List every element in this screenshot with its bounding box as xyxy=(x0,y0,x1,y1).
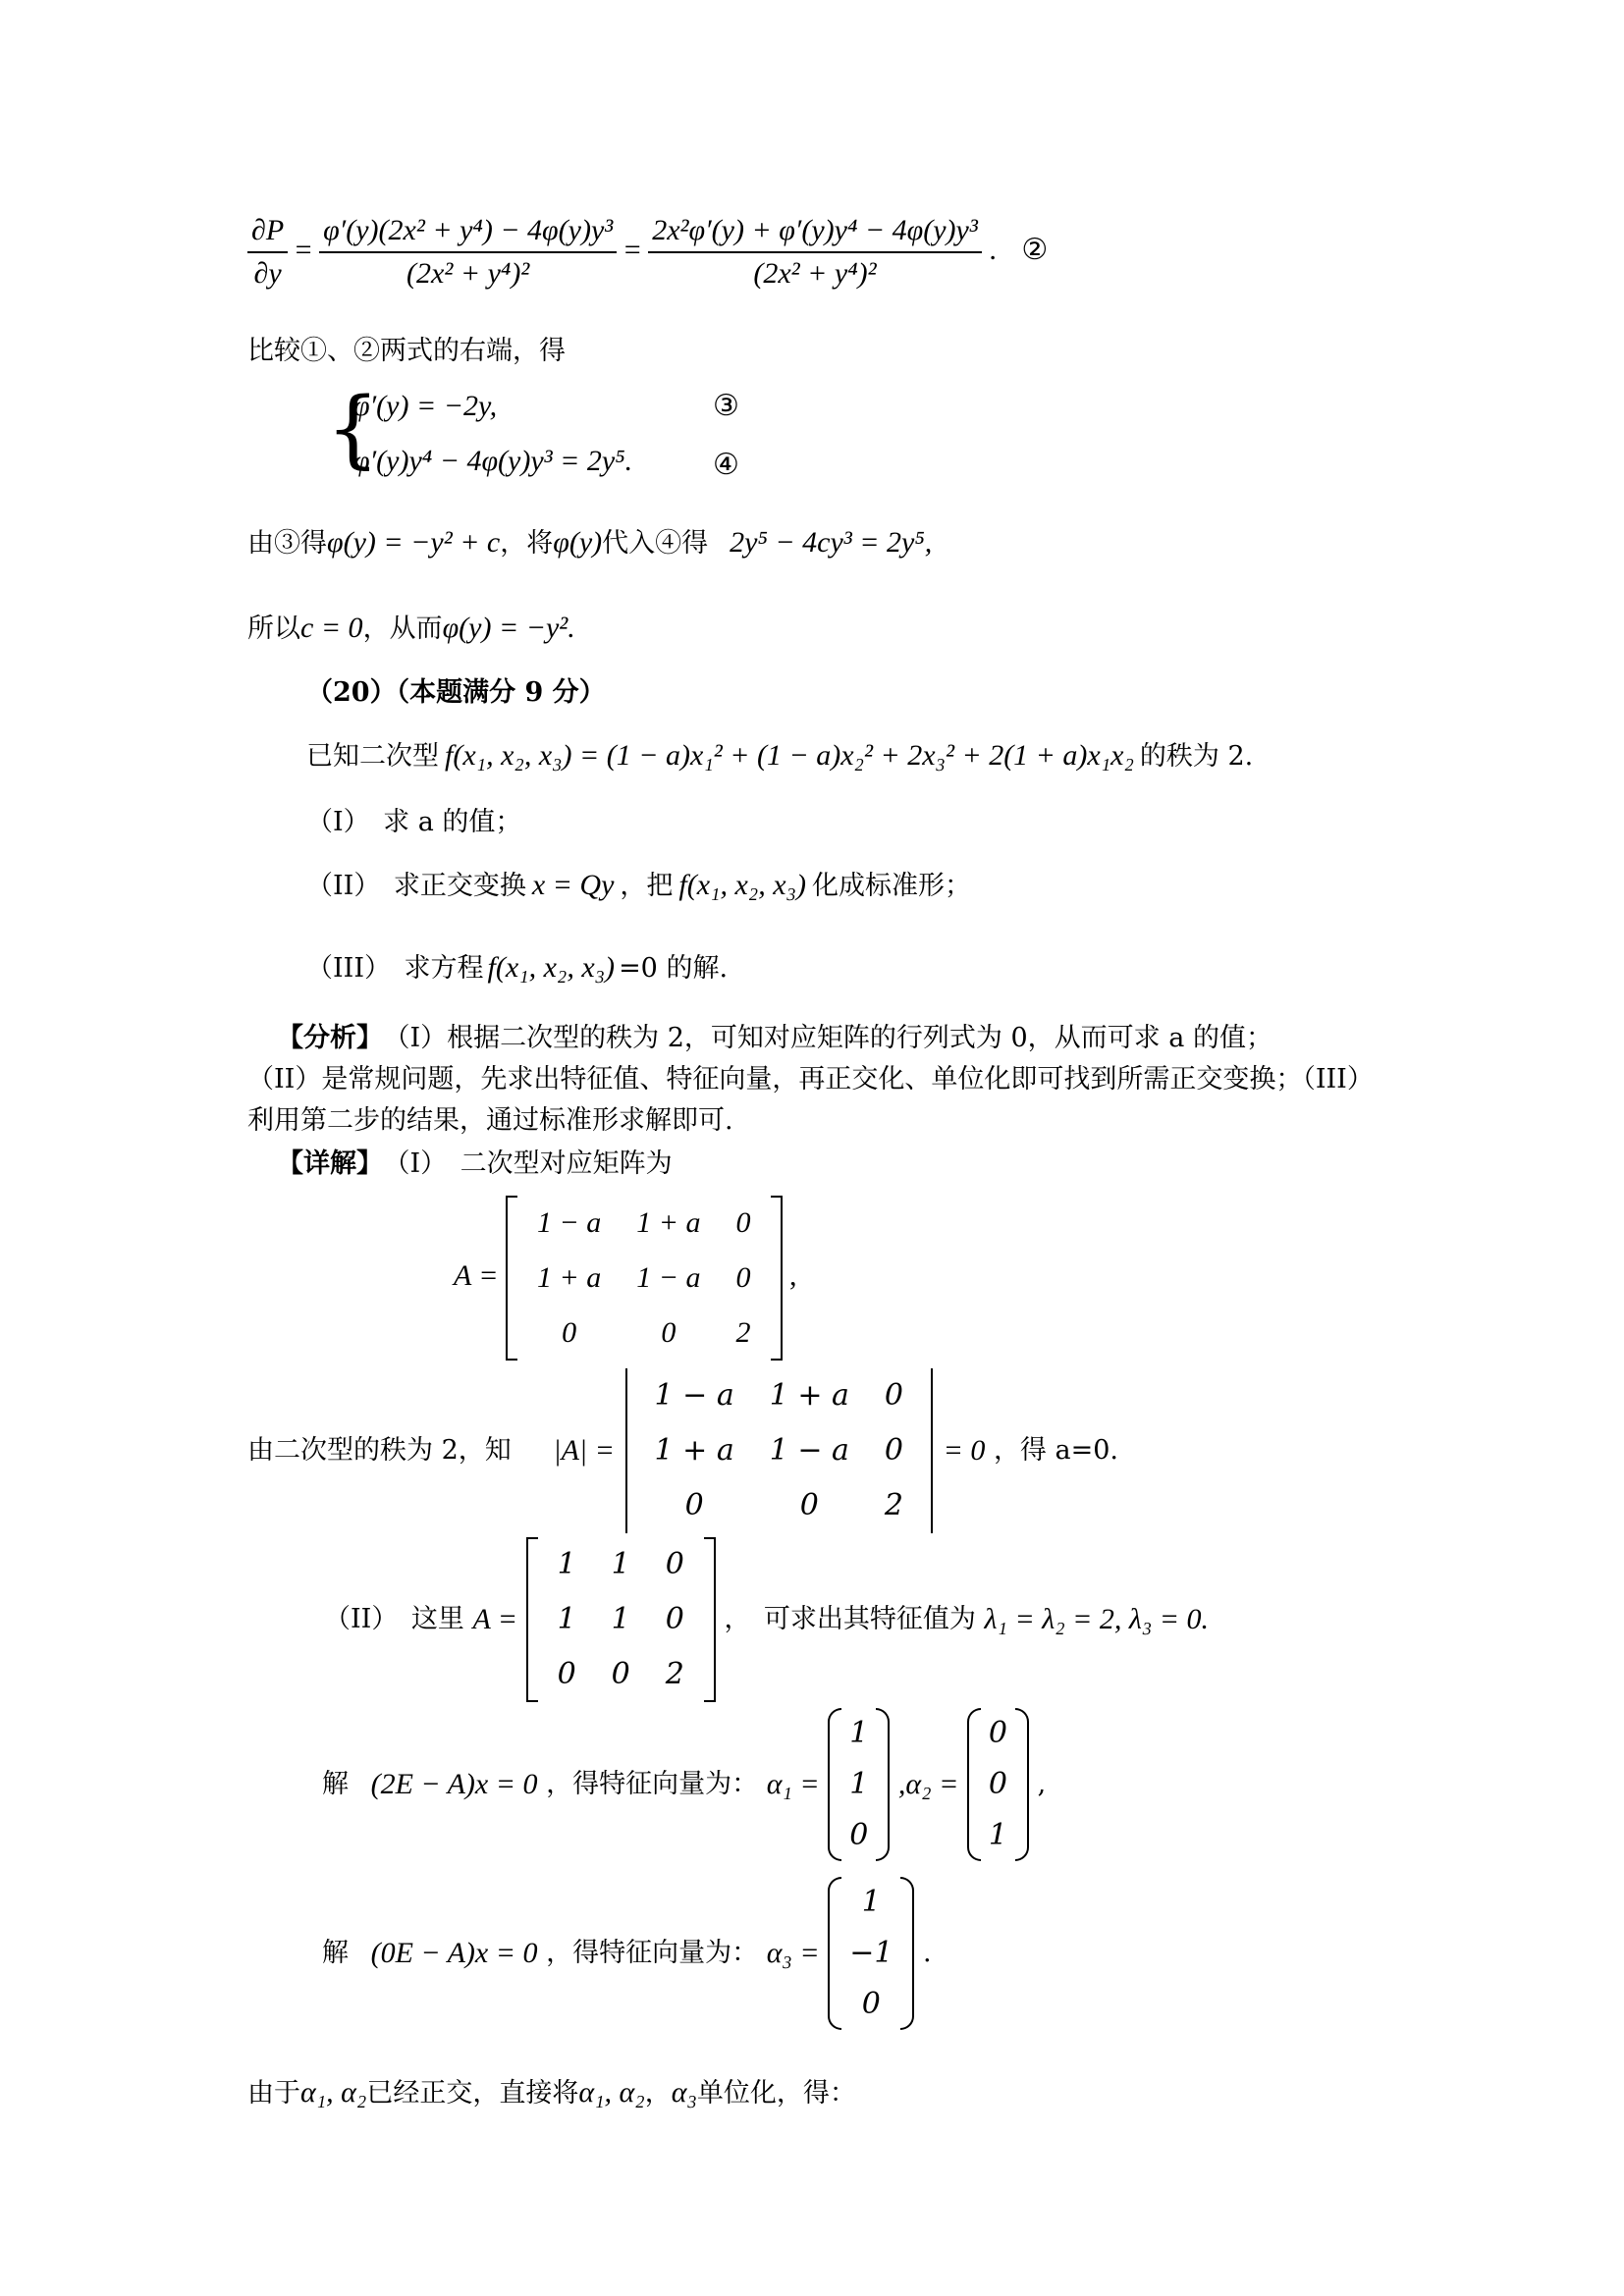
left-brace: { xyxy=(326,380,380,478)
analysis-label: 【分析】 xyxy=(277,1023,383,1053)
text: （III） 求方程 xyxy=(306,953,484,984)
matrix-cell: 1 xyxy=(557,1547,576,1581)
fraction-lhs xyxy=(247,210,288,294)
analysis-text: （I）根据二次型的秩为 2，可知对应矩阵的行列式为 0，从而可求 a 的值； xyxy=(397,1023,1272,1053)
equation-dP-dy: $\frac{\partial P}{\partial y}$ = $\frac{\text{φ′(y)(2x² + y⁴) − 4φ(y)y³}}{\text{(2x² + y⁴)²}}$ = $\frac{\text{2x²φ′(y) + φ′(y)y⁴ − 4φ(y)y³}}{\text{(2x² + y⁴)²}}$ . ② xyxy=(247,210,1048,294)
determinant-lhs: |A| = xyxy=(553,1434,615,1467)
det-bar-left xyxy=(625,1368,627,1533)
matrix-lhs: A = xyxy=(454,1258,499,1292)
matrix-cell: 1 + a xyxy=(636,1206,701,1239)
fraction-denominator: (2x² + y⁴)² xyxy=(406,257,530,290)
math-c-zero: c = 0 xyxy=(300,612,363,644)
paren-right xyxy=(1015,1708,1029,1861)
system-eq4 xyxy=(353,444,632,479)
final-line xyxy=(247,2075,856,2111)
matrix-cell: 1 xyxy=(557,1602,576,1636)
matrix-cell: 0 xyxy=(799,1488,819,1522)
text: ，把 xyxy=(620,871,674,901)
text: ， xyxy=(644,2078,672,2109)
matrix-cell: 0 xyxy=(849,1818,869,1852)
matrix-row xyxy=(519,1251,769,1306)
matrix-row xyxy=(637,1423,921,1478)
math-phi: φ(y) xyxy=(553,526,603,559)
equation-tag-4: ④ xyxy=(713,448,739,482)
matrix-table xyxy=(637,1368,921,1533)
matrix-row xyxy=(540,1592,702,1647)
matrix-cell: 1 − a xyxy=(654,1378,734,1413)
rank-line xyxy=(247,1368,1118,1533)
equation-tag-3: ③ xyxy=(713,389,739,423)
matrix-row xyxy=(519,1306,769,1361)
text: ，从而 xyxy=(362,614,443,644)
math-equation: (0E − A)x = 0 xyxy=(370,1937,538,1969)
alpha-1-label: α₁ = xyxy=(766,1768,820,1800)
from-eq3-line xyxy=(247,525,932,561)
bracket-right xyxy=(704,1537,716,1702)
part2-line xyxy=(324,1537,1209,1702)
fraction-numerator: φ′(y)(2x² + y⁴) − 4φ(y)y³ xyxy=(319,210,617,253)
paren-right xyxy=(876,1708,890,1861)
matrix-row xyxy=(981,1759,1015,1810)
matrix-cell: 0 xyxy=(735,1206,751,1239)
matrix-cell: 2 xyxy=(884,1488,903,1522)
determinant-A xyxy=(623,1368,935,1533)
equation-tag-2: ② xyxy=(1021,233,1049,266)
matrix-cell: 1 + a xyxy=(769,1378,849,1413)
matrix-cell: 0 xyxy=(665,1547,684,1581)
fraction-denominator: ∂y xyxy=(253,257,282,290)
system-eq3 xyxy=(353,389,497,424)
text: ， 可求出其特征值为 xyxy=(724,1604,976,1634)
paren-left xyxy=(967,1708,981,1861)
matrix-cell: 2 xyxy=(735,1316,751,1349)
question-part-2 xyxy=(306,868,971,904)
matrix-row xyxy=(519,1196,769,1251)
text: ，得 a=0. xyxy=(993,1435,1119,1466)
fraction-rhs xyxy=(648,210,982,294)
detail-line xyxy=(277,1147,673,1182)
vector-table xyxy=(841,1877,900,2030)
matrix-cell: 1 + a xyxy=(537,1261,602,1294)
matrix-cell: −1 xyxy=(849,1936,893,1970)
math-f: f(x₁, x₂, x₃) xyxy=(487,951,616,984)
question-stem xyxy=(306,738,1253,774)
question-heading: （20）（本题满分 9 分） xyxy=(306,677,606,708)
text: , xyxy=(1037,1769,1047,1799)
bracket-right xyxy=(771,1196,783,1361)
fraction-numerator: ∂P xyxy=(247,210,288,253)
matrix-lhs: A = xyxy=(472,1603,517,1635)
matrix-cell: 0 xyxy=(988,1716,1007,1750)
math-f: f(x₁, x₂, x₃) xyxy=(678,869,806,901)
text: 已经正交，直接将 xyxy=(366,2078,579,2109)
text: , xyxy=(789,1258,797,1292)
matrix-cell: 0 xyxy=(611,1657,630,1691)
analysis-line-2: （II）是常规问题，先求出特征值、特征向量，再正交化、单位化即可找到所需正交变换；（III） xyxy=(247,1064,1374,1095)
matrix-row xyxy=(841,1759,876,1810)
alpha-3-label: α₃ = xyxy=(766,1937,820,1969)
matrix-table xyxy=(540,1537,702,1702)
math-alpha12: α₁, α₂ xyxy=(578,2076,645,2109)
matrix-cell: 1 − a xyxy=(769,1433,849,1468)
matrix-cell: 0 xyxy=(684,1488,704,1522)
math-eigenvalues: λ₁ = λ₂ = 2, λ₃ = 0. xyxy=(984,1603,1210,1635)
matrix-row xyxy=(981,1708,1015,1759)
equation-3: φ′(y) = −2y, xyxy=(353,390,498,422)
question-part-1: （I） 求 a 的值； xyxy=(306,807,522,837)
text: （II） 求正交变换 xyxy=(306,871,526,901)
text: 解 xyxy=(322,1938,349,1968)
matrix-row xyxy=(981,1810,1015,1861)
matrix-row xyxy=(637,1368,921,1423)
analysis-line-1 xyxy=(277,1021,1272,1056)
text: . xyxy=(923,1938,932,1968)
equation-4: φ′(y)y⁴ − 4φ(y)y³ = 2y⁵. xyxy=(353,445,633,477)
text: ，将 xyxy=(500,528,554,559)
analysis-line-3: 利用第二步的结果，通过标准形求解即可. xyxy=(247,1105,733,1136)
math-equation: (2E − A)x = 0 xyxy=(370,1768,538,1800)
text: 的秩为 2. xyxy=(1139,741,1254,772)
matrix-row xyxy=(637,1478,921,1533)
matrix-row xyxy=(540,1647,702,1702)
matrix-cell: 0 xyxy=(562,1316,577,1349)
math-alpha3: α₃ xyxy=(671,2076,697,2109)
math-phi-solution: φ(y) = −y² + c xyxy=(327,526,501,559)
matrix-A-block xyxy=(454,1196,797,1361)
matrix-cell: 1 xyxy=(849,1716,869,1750)
text: =0 的解. xyxy=(619,953,729,984)
question-part-3 xyxy=(306,950,728,987)
bracket-left xyxy=(526,1537,538,1702)
text: 化成标准形； xyxy=(811,871,971,901)
matrix-cell: 0 xyxy=(735,1261,751,1294)
matrix-cell: 0 xyxy=(861,1987,881,2021)
text: 由于 xyxy=(247,2078,300,2109)
alpha-2-label: ,α₂ = xyxy=(897,1768,959,1800)
matrix-table xyxy=(519,1196,769,1361)
math-phi-result: φ(y) = −y². xyxy=(442,612,575,644)
fraction-mid xyxy=(319,210,617,294)
matrix-cell: 2 xyxy=(665,1657,684,1691)
matrix-cell: 0 xyxy=(884,1433,903,1468)
so-c-line xyxy=(247,611,575,647)
math-substitution: 2y⁵ − 4cy³ = 2y⁵, xyxy=(730,526,933,559)
text: 解 xyxy=(322,1769,349,1799)
matrix-row xyxy=(841,1877,900,1928)
text: ，得特征向量为： xyxy=(546,1769,759,1799)
text: 代入④得 xyxy=(602,528,709,559)
text: （II） 这里 xyxy=(324,1604,464,1634)
matrix-cell: 0 xyxy=(884,1378,903,1413)
paren-left xyxy=(828,1708,841,1861)
compare-text: 比较①、②两式的右端，得 xyxy=(247,336,566,366)
text: 所以 xyxy=(247,614,300,644)
vector-table xyxy=(841,1708,876,1861)
matrix-cell: 1 xyxy=(611,1602,630,1636)
determinant-eq: = 0 xyxy=(943,1434,986,1467)
matrix-cell: 0 xyxy=(661,1316,677,1349)
fraction-numerator: 2x²φ′(y) + φ′(y)y⁴ − 4φ(y)y³ xyxy=(648,210,982,253)
matrix-cell: 0 xyxy=(988,1767,1007,1801)
matrix-row xyxy=(841,1810,876,1861)
text: 由二次型的秩为 2，知 xyxy=(247,1435,512,1466)
math-quadratic-form: f(x₁, x₂, x₃) = (1 − a)x₁² + (1 − a)x₂² + 2x₃² + 2(1 + a)x₁x₂ xyxy=(445,739,1134,772)
text: 单位化，得： xyxy=(696,2078,856,2109)
text: ，得特征向量为： xyxy=(546,1938,759,1968)
equation-period: . xyxy=(989,233,997,266)
detail-label: 【详解】 xyxy=(277,1148,383,1179)
text: 已知二次型 xyxy=(306,741,439,772)
matrix-row xyxy=(841,1708,876,1759)
matrix-cell: 1 xyxy=(861,1885,881,1919)
math-alpha12: α₁, α₂ xyxy=(300,2076,367,2109)
matrix-cell: 1 − a xyxy=(537,1206,602,1239)
text: 由③得 xyxy=(247,528,327,559)
matrix-A xyxy=(506,1196,783,1361)
matrix-cell: 0 xyxy=(557,1657,576,1691)
matrix-A-numeric xyxy=(526,1537,716,1702)
vector-alpha-2 xyxy=(967,1708,1029,1861)
vector-table xyxy=(981,1708,1015,1861)
paren-right xyxy=(900,1877,914,2030)
fraction-denominator: (2x² + y⁴)² xyxy=(753,257,877,290)
det-bar-right xyxy=(931,1368,933,1533)
matrix-cell: 1 xyxy=(988,1818,1007,1852)
matrix-cell: 1 − a xyxy=(636,1261,701,1294)
matrix-row xyxy=(841,1979,900,2030)
eigen-line-1 xyxy=(322,1708,1046,1861)
matrix-cell: 1 xyxy=(611,1547,630,1581)
math-orthogonal-transform: x = Qy xyxy=(531,869,615,901)
matrix-cell: 0 xyxy=(665,1602,684,1636)
vector-alpha-3 xyxy=(828,1877,914,2030)
vector-alpha-1 xyxy=(828,1708,890,1861)
eigen-line-2 xyxy=(322,1877,932,2030)
bracket-left xyxy=(506,1196,517,1361)
matrix-row xyxy=(841,1928,900,1979)
matrix-cell: 1 + a xyxy=(654,1433,734,1468)
matrix-cell: 1 xyxy=(849,1767,869,1801)
matrix-row xyxy=(540,1537,702,1592)
paren-left xyxy=(828,1877,841,2030)
detail-text: （I） 二次型对应矩阵为 xyxy=(397,1148,673,1179)
